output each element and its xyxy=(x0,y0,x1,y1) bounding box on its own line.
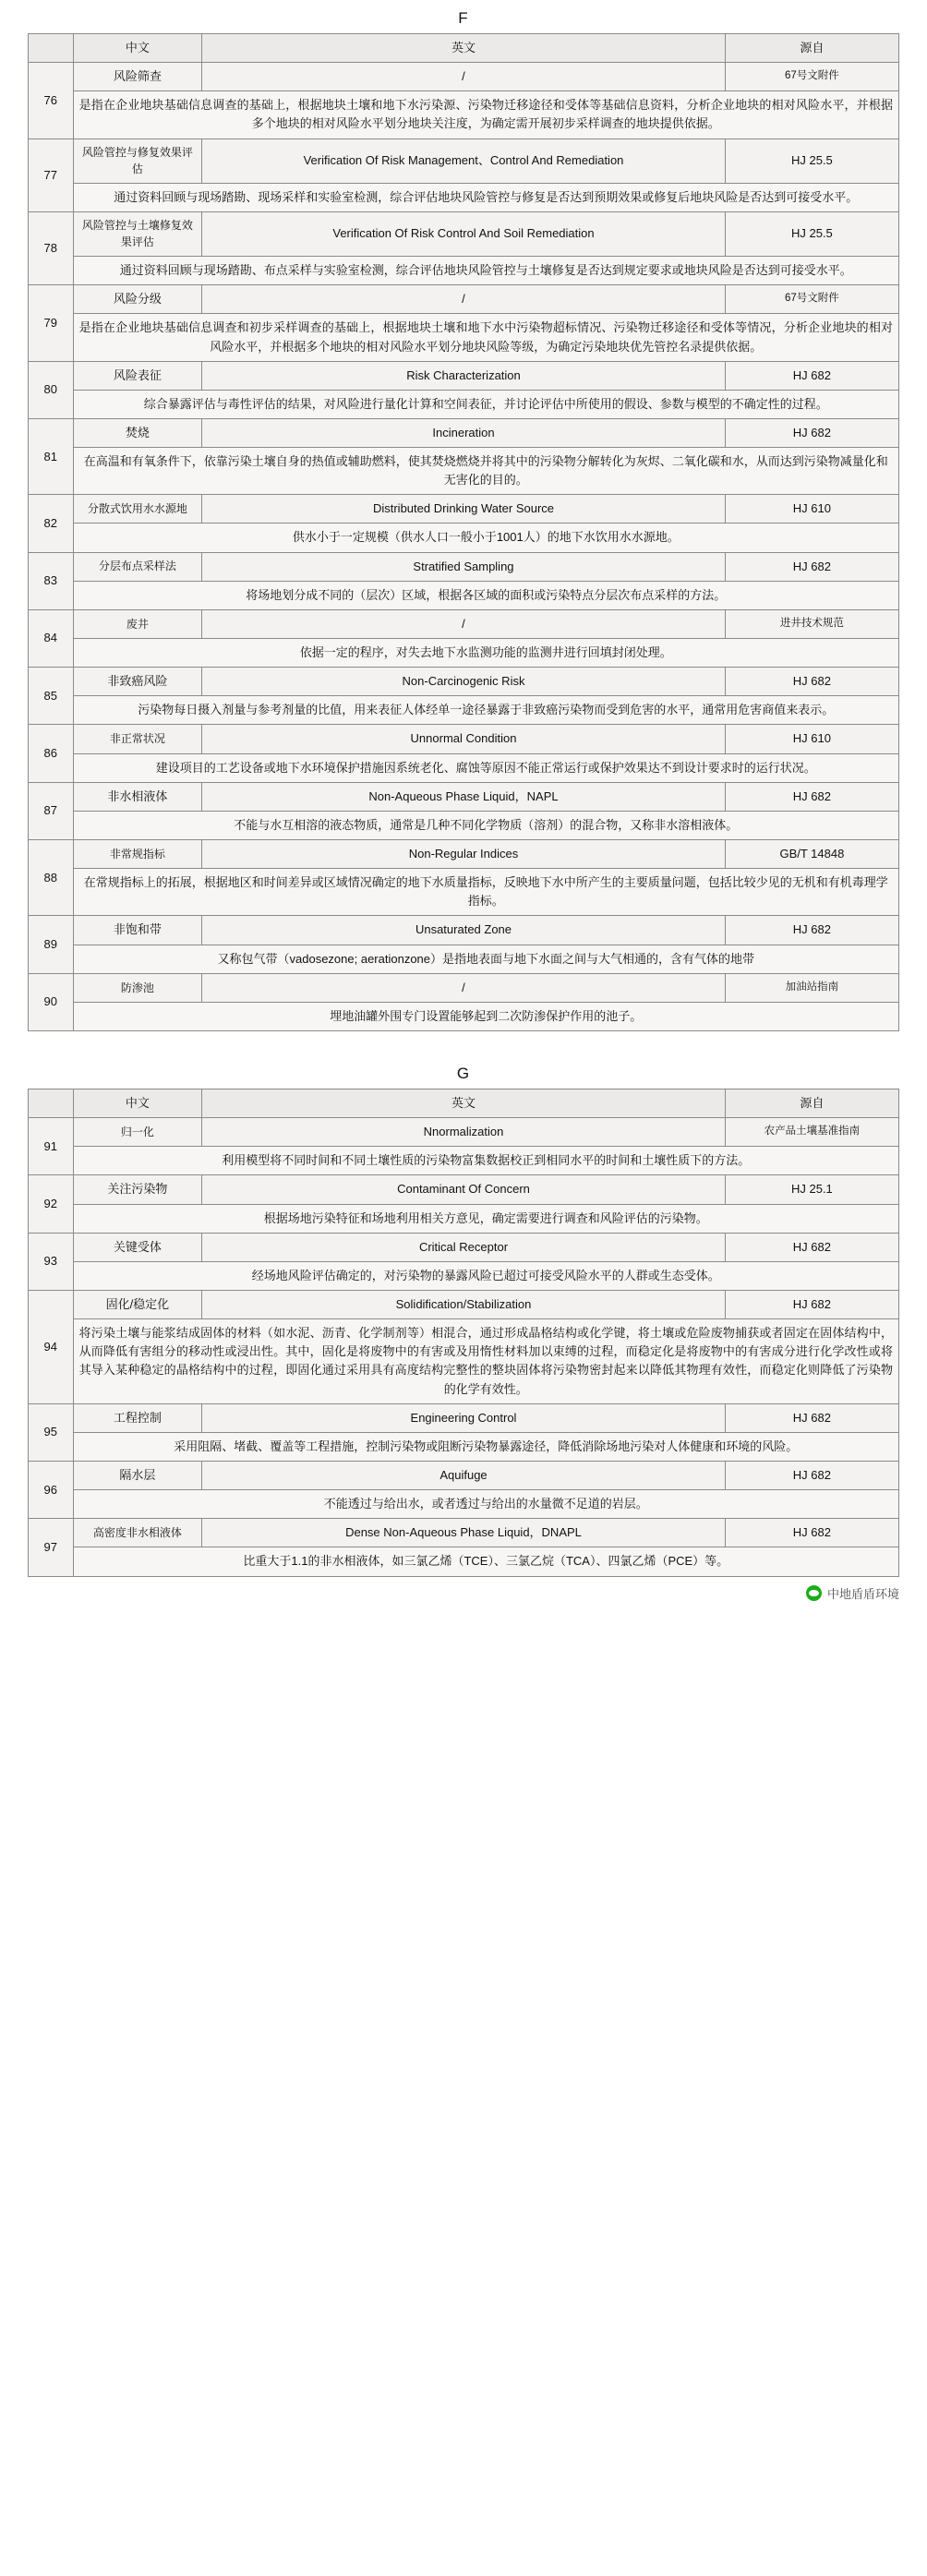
definition-row xyxy=(29,1547,899,1576)
term-chinese: 分层布点采样法 xyxy=(73,552,202,581)
row-number: 80 xyxy=(29,361,74,418)
term-definition: 经场地风险评估确定的，对污染物的暴露风险已超过可接受风险水平的人群或生态受体。 xyxy=(73,1261,898,1290)
term-source: HJ 682 xyxy=(725,668,898,696)
term-chinese: 非水相液体 xyxy=(73,782,202,811)
term-definition: 是指在企业地块基础信息调查和初步采样调查的基础上，根据地块土壤和地下水中污染物超标情况、污染物迁移途径和受体等情况，分析企业地块的相对风险水平，并根据多个地块的相对风险水平划分地块风险等级，为确定污染地块优先管控名录提供依据。 xyxy=(73,314,898,361)
table-row xyxy=(29,840,899,869)
term-english: Incineration xyxy=(202,418,726,447)
term-definition: 将污染土壤与能浆结成固体的材料（如水泥、沥青、化学制剂等）相混合，通过形成晶格结构或化学键，将土壤或危险废物捕获或者固定在固体结构中，从而降低有害组分的移动性或浸出性。其中，固化是将废物中的有害或及用惰性材料加以束缚的过程，而稳定化是将废物中的有害成分进行化学改性或将其导入某种稳定的晶格结构中的过程，即固化通过采用具有高度结构完整性的整块固体将污染物密封起来以降低其物理有效性，而稳定化则降低了污染物的化学有效性。 xyxy=(73,1319,898,1404)
glossary-table-F xyxy=(28,33,899,1031)
row-number: 92 xyxy=(29,1175,74,1233)
definition-row xyxy=(29,1204,899,1233)
term-definition: 在高温和有氧条件下，依靠污染土壤自身的热值或辅助燃料，使其焚烧燃烧并将其中的污染物分解转化为灰烬、二氧化碳和水，从而达到污染物减量化和无害化的目的。 xyxy=(73,448,898,495)
term-definition: 通过资料回顾与现场踏勘、布点采样与实验室检测，综合评估地块风险管控与土壤修复是否达到规定要求或地块风险是否达到可接受水平。 xyxy=(73,257,898,285)
table-row xyxy=(29,916,899,945)
definition-row xyxy=(29,1490,899,1519)
term-definition: 供水小于一定规模（供水人口一般小于1001人）的地下水饮用水水源地。 xyxy=(73,524,898,552)
term-english: Contaminant Of Concern xyxy=(202,1175,726,1204)
row-number: 94 xyxy=(29,1291,74,1404)
term-chinese: 焚烧 xyxy=(73,418,202,447)
table-row xyxy=(29,1291,899,1319)
header-en: 英文 xyxy=(202,1089,726,1118)
term-source: GB/T 14848 xyxy=(725,840,898,869)
definition-row xyxy=(29,1261,899,1290)
term-source: 农产品土壤基准指南 xyxy=(725,1118,898,1147)
table-row xyxy=(29,138,899,183)
term-chinese: 非致癌风险 xyxy=(73,668,202,696)
table-header-row xyxy=(29,34,899,63)
row-number: 84 xyxy=(29,609,74,667)
row-number: 79 xyxy=(29,285,74,361)
term-english: / xyxy=(202,973,726,1002)
term-source: HJ 682 xyxy=(725,1403,898,1432)
term-english: Distributed Drinking Water Source xyxy=(202,495,726,524)
table-row xyxy=(29,418,899,447)
term-source: HJ 682 xyxy=(725,1233,898,1261)
table-row xyxy=(29,361,899,390)
row-number: 87 xyxy=(29,782,74,839)
definition-row xyxy=(29,753,899,782)
term-source: HJ 682 xyxy=(725,782,898,811)
definition-row xyxy=(29,314,899,361)
term-definition: 综合暴露评估与毒性评估的结果，对风险进行量化计算和空间表征，并讨论评估中所使用的假设、参数与模型的不确定性的过程。 xyxy=(73,390,898,418)
table-row xyxy=(29,782,899,811)
header-num xyxy=(29,1089,74,1118)
term-english: Critical Receptor xyxy=(202,1233,726,1261)
table-row xyxy=(29,725,899,753)
term-chinese: 分散式饮用水水源地 xyxy=(73,495,202,524)
row-number: 81 xyxy=(29,418,74,494)
term-source: HJ 682 xyxy=(725,552,898,581)
term-chinese: 风险筛查 xyxy=(73,63,202,91)
table-row xyxy=(29,1233,899,1261)
term-chinese: 非常规指标 xyxy=(73,840,202,869)
term-source: HJ 25.1 xyxy=(725,1175,898,1204)
row-number: 95 xyxy=(29,1403,74,1461)
term-english: Dense Non-Aqueous Phase Liquid，DNAPL xyxy=(202,1519,726,1547)
section-letter-G: G xyxy=(456,1065,471,1083)
row-number: 97 xyxy=(29,1519,74,1576)
definition-row xyxy=(29,581,899,609)
table-row xyxy=(29,668,899,696)
wechat-icon xyxy=(806,1585,822,1601)
term-english: / xyxy=(202,609,726,638)
table-row xyxy=(29,973,899,1002)
header-cn: 中文 xyxy=(73,1089,202,1118)
term-chinese: 关键受体 xyxy=(73,1233,202,1261)
table-row xyxy=(29,63,899,91)
definition-row xyxy=(29,1319,899,1404)
definition-row xyxy=(29,448,899,495)
row-number: 78 xyxy=(29,211,74,284)
table-row xyxy=(29,211,899,256)
header-src: 源自 xyxy=(725,34,898,63)
section-G xyxy=(28,1055,899,1577)
row-number: 85 xyxy=(29,668,74,725)
section-F xyxy=(28,0,899,1031)
term-chinese: 隔水层 xyxy=(73,1461,202,1489)
definition-row xyxy=(29,869,899,916)
section-gap xyxy=(0,1031,927,1055)
term-english: Risk Characterization xyxy=(202,361,726,390)
term-chinese: 风险管控与修复效果评估 xyxy=(73,138,202,183)
definition-row xyxy=(29,696,899,725)
term-chinese: 工程控制 xyxy=(73,1403,202,1432)
term-chinese: 防渗池 xyxy=(73,973,202,1002)
term-definition: 依据一定的程序，对失去地下水监测功能的监测井进行回填封闭处理。 xyxy=(73,639,898,668)
term-english: / xyxy=(202,285,726,314)
term-source: HJ 682 xyxy=(725,1519,898,1547)
definition-row xyxy=(29,1002,899,1030)
term-english: Verification Of Risk Control And Soil Remediation xyxy=(202,211,726,256)
table-header-row xyxy=(29,1089,899,1118)
term-chinese: 归一化 xyxy=(73,1118,202,1147)
definition-row xyxy=(29,257,899,285)
row-number: 82 xyxy=(29,495,74,552)
header-src: 源自 xyxy=(725,1089,898,1118)
definition-row xyxy=(29,811,899,839)
section-letter-F: F xyxy=(458,9,469,27)
term-chinese: 废井 xyxy=(73,609,202,638)
term-english: Non-Regular Indices xyxy=(202,840,726,869)
term-definition: 根据场地污染特征和场地利用相关方意见，确定需要进行调查和风险评估的污染物。 xyxy=(73,1204,898,1233)
term-english: Solidification/Stabilization xyxy=(202,1291,726,1319)
term-source: HJ 610 xyxy=(725,725,898,753)
term-definition: 是指在企业地块基础信息调查的基础上，根据地块土壤和地下水污染源、污染物迁移途径和受体等基础信息资料，分析企业地块的相对风险水平，并根据多个地块的相对风险水平划分地块关注度，为确定需开展初步采样调查的地块提供依据。 xyxy=(73,91,898,138)
row-number: 96 xyxy=(29,1461,74,1518)
term-source: HJ 682 xyxy=(725,916,898,945)
term-chinese: 风险表征 xyxy=(73,361,202,390)
term-chinese: 固化/稳定化 xyxy=(73,1291,202,1319)
definition-row xyxy=(29,1432,899,1461)
term-definition: 不能与水互相溶的液态物质，通常是几种不同化学物质（溶剂）的混合物，又称非水溶相液体。 xyxy=(73,811,898,839)
term-chinese: 风险管控与土壤修复效果评估 xyxy=(73,211,202,256)
table-row xyxy=(29,285,899,314)
term-english: Non-Aqueous Phase Liquid，NAPL xyxy=(202,782,726,811)
term-english: Non-Carcinogenic Risk xyxy=(202,668,726,696)
footer xyxy=(28,1577,899,1618)
term-source: HJ 682 xyxy=(725,1461,898,1489)
table-row xyxy=(29,1118,899,1147)
table-row xyxy=(29,1461,899,1489)
term-source: 加油站指南 xyxy=(725,973,898,1002)
definition-row xyxy=(29,524,899,552)
definition-row xyxy=(29,390,899,418)
term-chinese: 非正常状况 xyxy=(73,725,202,753)
row-number: 77 xyxy=(29,138,74,211)
term-source: HJ 25.5 xyxy=(725,138,898,183)
term-source: 67号文附件 xyxy=(725,63,898,91)
row-number: 90 xyxy=(29,973,74,1030)
header-cn: 中文 xyxy=(73,34,202,63)
term-chinese: 高密度非水相液体 xyxy=(73,1519,202,1547)
term-definition: 比重大于1.1的非水相液体，如三氯乙烯（TCE）、三氯乙烷（TCA）、四氯乙烯（PCE）等。 xyxy=(73,1547,898,1576)
row-number: 89 xyxy=(29,916,74,973)
header-num xyxy=(29,34,74,63)
term-source: HJ 25.5 xyxy=(725,211,898,256)
term-definition: 利用模型将不同时间和不同土壤性质的污染物富集数据校正到相同水平的时间和土壤性质下的方法。 xyxy=(73,1147,898,1175)
term-definition: 在常规指标上的拓展，根据地区和时间差异或区域情况确定的地下水质量指标，反映地下水中所产生的主要质量问题，包括比较少见的无机和有机毒理学指标。 xyxy=(73,869,898,916)
row-number: 93 xyxy=(29,1233,74,1290)
definition-row xyxy=(29,945,899,973)
term-definition: 通过资料回顾与现场踏勘、现场采样和实验室检测，综合评估地块风险管控与修复是否达到预期效果或修复后地块风险是否达到可接受水平。 xyxy=(73,183,898,211)
term-source: 进井技术规范 xyxy=(725,609,898,638)
term-source: HJ 682 xyxy=(725,418,898,447)
term-definition: 建设项目的工艺设备或地下水环境保护措施因系统老化、腐蚀等原因不能正常运行或保护效果达不到设计要求时的运行状况。 xyxy=(73,753,898,782)
term-chinese: 关注污染物 xyxy=(73,1175,202,1204)
term-definition: 污染物每日摄入剂量与参考剂量的比值，用来表征人体经单一途径暴露于非致癌污染物而受到危害的水平，通常用危害商值来表示。 xyxy=(73,696,898,725)
term-source: HJ 682 xyxy=(725,361,898,390)
row-number: 86 xyxy=(29,725,74,782)
term-definition: 将场地划分成不同的（层次）区域，根据各区域的面积或污染特点分层次布点采样的方法。 xyxy=(73,581,898,609)
term-source: HJ 682 xyxy=(725,1291,898,1319)
term-definition: 又称包气带（vadosezone; aerationzone）是指地表面与地下水面之间与大气相通的，含有气体的地带 xyxy=(73,945,898,973)
definition-row xyxy=(29,639,899,668)
term-english: Stratified Sampling xyxy=(202,552,726,581)
table-row xyxy=(29,609,899,638)
term-chinese: 非饱和带 xyxy=(73,916,202,945)
brand-label: 中地盾盾环境 xyxy=(826,1586,899,1601)
definition-row xyxy=(29,91,899,138)
term-source: 67号文附件 xyxy=(725,285,898,314)
glossary-table-G xyxy=(28,1089,899,1577)
table-row xyxy=(29,1403,899,1432)
header-en: 英文 xyxy=(202,34,726,63)
term-english: Verification Of Risk Management、Control And Remediation xyxy=(202,138,726,183)
term-definition: 埋地油罐外围专门设置能够起到二次防渗保护作用的池子。 xyxy=(73,1002,898,1030)
term-definition: 采用阻隔、堵截、覆盖等工程措施，控制污染物或阻断污染物暴露途径，降低消除场地污染对人体健康和环境的风险。 xyxy=(73,1432,898,1461)
row-number: 91 xyxy=(29,1118,74,1175)
row-number: 83 xyxy=(29,552,74,609)
term-source: HJ 610 xyxy=(725,495,898,524)
table-row xyxy=(29,552,899,581)
term-english: Engineering Control xyxy=(202,1403,726,1432)
table-row xyxy=(29,495,899,524)
term-english: Unnormal Condition xyxy=(202,725,726,753)
row-number: 76 xyxy=(29,63,74,138)
term-english: Unsaturated Zone xyxy=(202,916,726,945)
term-english: / xyxy=(202,63,726,91)
row-number: 88 xyxy=(29,840,74,916)
table-row xyxy=(29,1519,899,1547)
definition-row xyxy=(29,183,899,211)
table-row xyxy=(29,1175,899,1204)
definition-row xyxy=(29,1147,899,1175)
term-english: Aquifuge xyxy=(202,1461,726,1489)
term-chinese: 风险分级 xyxy=(73,285,202,314)
term-definition: 不能透过与给出水，或者透过与给出的水量微不足道的岩层。 xyxy=(73,1490,898,1519)
term-english: Nnormalization xyxy=(202,1118,726,1147)
wechat-brand xyxy=(806,1584,899,1602)
